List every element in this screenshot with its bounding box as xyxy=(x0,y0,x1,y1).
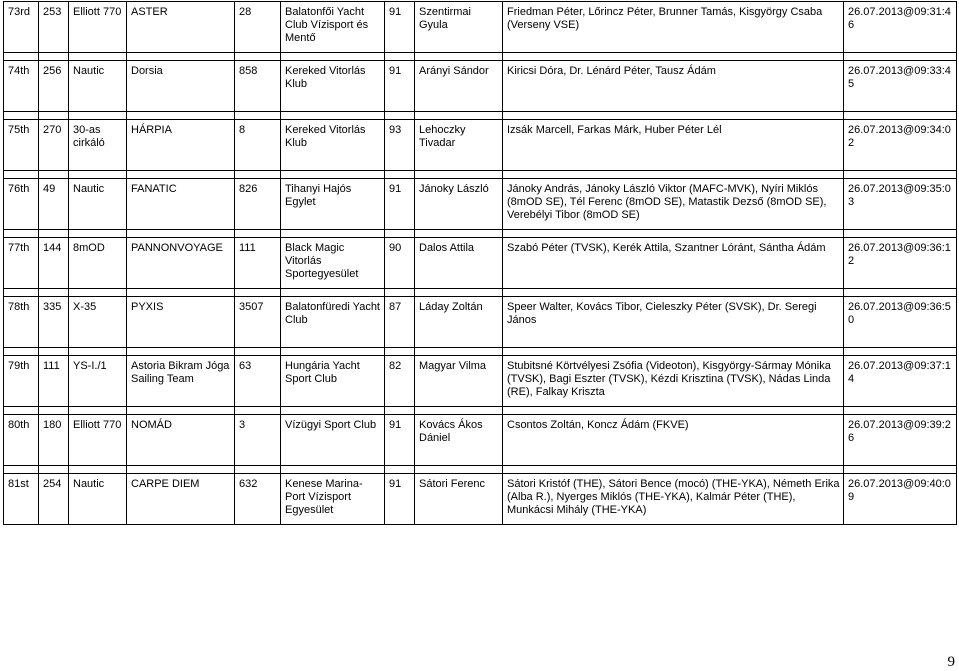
place-cell: 76th xyxy=(4,179,39,230)
skipper-cell: Dalos Attila xyxy=(415,238,503,289)
spacer-cell xyxy=(503,53,844,61)
sail-number-cell: 270 xyxy=(39,120,69,171)
spacer-cell xyxy=(844,171,957,179)
spacer-cell xyxy=(503,171,844,179)
spacer-cell xyxy=(69,53,127,61)
spacer-cell xyxy=(39,348,69,356)
spacer-cell xyxy=(281,230,385,238)
club-cell: Hungária Yacht Sport Club xyxy=(281,356,385,407)
skipper-cell: Jánoky László xyxy=(415,179,503,230)
spacer-cell xyxy=(39,230,69,238)
finish-time-cell: 26.07.2013@09:40:09 xyxy=(844,474,957,525)
finish-time-cell: 26.07.2013@09:36:12 xyxy=(844,238,957,289)
boat-class-cell: 30-as cirkáló xyxy=(69,120,127,171)
spacer-cell xyxy=(39,466,69,474)
spacer-cell xyxy=(503,348,844,356)
spacer-cell xyxy=(281,53,385,61)
spacer-cell xyxy=(415,112,503,120)
spacer-cell xyxy=(235,230,281,238)
spacer-cell xyxy=(503,407,844,415)
spacer-cell xyxy=(503,230,844,238)
spacer-cell xyxy=(281,348,385,356)
place-cell: 75th xyxy=(4,120,39,171)
spacer-row xyxy=(4,348,957,356)
boat-name-cell: HÁRPIA xyxy=(127,120,235,171)
spacer-cell xyxy=(39,171,69,179)
spacer-cell xyxy=(385,112,415,120)
club-cell: Vízügyi Sport Club xyxy=(281,415,385,466)
skipper-cell: Láday Zoltán xyxy=(415,297,503,348)
sail-number-cell: 253 xyxy=(39,2,69,53)
spacer-cell xyxy=(69,112,127,120)
spacer-cell xyxy=(415,171,503,179)
spacer-cell xyxy=(415,53,503,61)
spacer-cell xyxy=(235,53,281,61)
spacer-cell xyxy=(39,53,69,61)
sail-number-cell: 256 xyxy=(39,61,69,112)
table-row xyxy=(4,2,957,53)
table-row xyxy=(4,179,957,230)
spacer-cell xyxy=(127,230,235,238)
spacer-cell xyxy=(69,348,127,356)
skipper-year-cell: 91 xyxy=(385,474,415,525)
table-row xyxy=(4,356,957,407)
boat-class-cell: Nautic xyxy=(69,179,127,230)
sail-number-cell: 144 xyxy=(39,238,69,289)
spacer-row xyxy=(4,112,957,120)
skipper-year-cell: 91 xyxy=(385,415,415,466)
spacer-cell xyxy=(39,289,69,297)
boat-name-cell: NOMÁD xyxy=(127,415,235,466)
spacer-cell xyxy=(4,289,39,297)
spacer-cell xyxy=(415,289,503,297)
skipper-year-cell: 91 xyxy=(385,61,415,112)
skipper-cell: Szentirmai Gyula xyxy=(415,2,503,53)
boat-class-cell: YS-I./1 xyxy=(69,356,127,407)
spacer-cell xyxy=(844,407,957,415)
spacer-cell xyxy=(127,112,235,120)
skipper-year-cell: 82 xyxy=(385,356,415,407)
finish-time-cell: 26.07.2013@09:33:45 xyxy=(844,61,957,112)
finish-time-cell: 26.07.2013@09:35:03 xyxy=(844,179,957,230)
crew-cell: Friedman Péter, Lőrincz Péter, Brunner Tamás, Kisgyörgy Csaba (Verseny VSE) xyxy=(503,2,844,53)
spacer-cell xyxy=(281,171,385,179)
spacer-cell xyxy=(4,53,39,61)
yardstick-cell: 858 xyxy=(235,61,281,112)
crew-cell: Stubitsné Körtvélyesi Zsófia (Videoton), Kisgyörgy-Sármay Mónika (TVSK), Bagi Eszter (TVSK), Kézdi Krisztina (TVSK), Nádas Linda (RE), Falkay Kriszta xyxy=(503,356,844,407)
boat-class-cell: Nautic xyxy=(69,474,127,525)
sail-number-cell: 180 xyxy=(39,415,69,466)
sail-number-cell: 49 xyxy=(39,179,69,230)
page-number: 9 xyxy=(947,654,955,670)
table-row xyxy=(4,415,957,466)
table-row xyxy=(4,61,957,112)
spacer-cell xyxy=(127,53,235,61)
spacer-row xyxy=(4,289,957,297)
spacer-cell xyxy=(385,348,415,356)
spacer-cell xyxy=(127,348,235,356)
spacer-cell xyxy=(4,466,39,474)
spacer-cell xyxy=(4,171,39,179)
crew-cell: Speer Walter, Kovács Tibor, Cieleszky Péter (SVSK), Dr. Seregi János xyxy=(503,297,844,348)
spacer-cell xyxy=(281,112,385,120)
finish-time-cell: 26.07.2013@09:34:02 xyxy=(844,120,957,171)
club-cell: Balatonfői Yacht Club Vízisport és Mentő xyxy=(281,2,385,53)
place-cell: 79th xyxy=(4,356,39,407)
spacer-cell xyxy=(127,466,235,474)
spacer-cell xyxy=(4,230,39,238)
table-row xyxy=(4,238,957,289)
skipper-year-cell: 91 xyxy=(385,179,415,230)
spacer-cell xyxy=(503,466,844,474)
spacer-cell xyxy=(281,289,385,297)
sail-number-cell: 254 xyxy=(39,474,69,525)
boat-class-cell: 8mOD xyxy=(69,238,127,289)
yardstick-cell: 111 xyxy=(235,238,281,289)
boat-class-cell: Elliott 770 xyxy=(69,2,127,53)
spacer-cell xyxy=(503,112,844,120)
spacer-cell xyxy=(844,112,957,120)
spacer-cell xyxy=(4,407,39,415)
crew-cell: Csontos Zoltán, Koncz Ádám (FKVE) xyxy=(503,415,844,466)
spacer-cell xyxy=(844,230,957,238)
club-cell: Kereked Vitorlás Klub xyxy=(281,61,385,112)
crew-cell: Szabó Péter (TVSK), Kerék Attila, Szantner Lóránt, Sántha Ádám xyxy=(503,238,844,289)
crew-cell: Jánoky András, Jánoky László Viktor (MAFC-MVK), Nyíri Miklós (8mOD SE), Tél Ferenc (8mOD SE), Matastik Dezső (8mOD SE), Verebélyi Tibor (8mOD SE) xyxy=(503,179,844,230)
crew-cell: Kiricsi Dóra, Dr. Lénárd Péter, Tausz Ádám xyxy=(503,61,844,112)
spacer-cell xyxy=(69,289,127,297)
spacer-cell xyxy=(844,466,957,474)
yardstick-cell: 632 xyxy=(235,474,281,525)
boat-name-cell: Dorsia xyxy=(127,61,235,112)
spacer-row xyxy=(4,171,957,179)
spacer-cell xyxy=(844,348,957,356)
results-table xyxy=(3,1,957,525)
spacer-cell xyxy=(844,53,957,61)
spacer-cell xyxy=(385,53,415,61)
club-cell: Black Magic Vitorlás Sportegyesület xyxy=(281,238,385,289)
club-cell: Tihanyi Hajós Egylet xyxy=(281,179,385,230)
finish-time-cell: 26.07.2013@09:31:46 xyxy=(844,2,957,53)
boat-name-cell: Astoria Bikram Jóga Sailing Team xyxy=(127,356,235,407)
spacer-cell xyxy=(235,112,281,120)
spacer-cell xyxy=(4,348,39,356)
spacer-cell xyxy=(69,466,127,474)
skipper-cell: Kovács Ákos Dániel xyxy=(415,415,503,466)
yardstick-cell: 28 xyxy=(235,2,281,53)
skipper-year-cell: 93 xyxy=(385,120,415,171)
table-row xyxy=(4,120,957,171)
skipper-cell: Magyar Vilma xyxy=(415,356,503,407)
boat-name-cell: PANNONVOYAGE xyxy=(127,238,235,289)
place-cell: 77th xyxy=(4,238,39,289)
place-cell: 80th xyxy=(4,415,39,466)
boat-class-cell: Elliott 770 xyxy=(69,415,127,466)
spacer-cell xyxy=(127,289,235,297)
finish-time-cell: 26.07.2013@09:36:50 xyxy=(844,297,957,348)
spacer-cell xyxy=(69,171,127,179)
club-cell: Balatonfüredi Yacht Club xyxy=(281,297,385,348)
skipper-year-cell: 91 xyxy=(385,2,415,53)
finish-time-cell: 26.07.2013@09:37:14 xyxy=(844,356,957,407)
table-row xyxy=(4,474,957,525)
spacer-cell xyxy=(235,466,281,474)
spacer-cell xyxy=(281,407,385,415)
place-cell: 78th xyxy=(4,297,39,348)
spacer-cell xyxy=(235,171,281,179)
skipper-year-cell: 90 xyxy=(385,238,415,289)
spacer-cell xyxy=(385,171,415,179)
spacer-cell xyxy=(415,407,503,415)
yardstick-cell: 3507 xyxy=(235,297,281,348)
sail-number-cell: 111 xyxy=(39,356,69,407)
spacer-cell xyxy=(385,407,415,415)
place-cell: 81st xyxy=(4,474,39,525)
place-cell: 73rd xyxy=(4,2,39,53)
skipper-cell: Lehoczky Tivadar xyxy=(415,120,503,171)
boat-name-cell: ASTER xyxy=(127,2,235,53)
spacer-row xyxy=(4,230,957,238)
crew-cell: Izsák Marcell, Farkas Márk, Huber Péter Lél xyxy=(503,120,844,171)
spacer-cell xyxy=(127,407,235,415)
spacer-cell xyxy=(4,112,39,120)
spacer-cell xyxy=(844,289,957,297)
boat-name-cell: FANATIC xyxy=(127,179,235,230)
spacer-cell xyxy=(415,230,503,238)
spacer-cell xyxy=(235,407,281,415)
spacer-cell xyxy=(415,466,503,474)
yardstick-cell: 63 xyxy=(235,356,281,407)
finish-time-cell: 26.07.2013@09:39:26 xyxy=(844,415,957,466)
table-row xyxy=(4,297,957,348)
boat-class-cell: X-35 xyxy=(69,297,127,348)
club-cell: Kereked Vitorlás Klub xyxy=(281,120,385,171)
yardstick-cell: 8 xyxy=(235,120,281,171)
spacer-row xyxy=(4,466,957,474)
place-cell: 74th xyxy=(4,61,39,112)
crew-cell: Sátori Kristóf (THE), Sátori Bence (mocó) (THE-YKA), Németh Erika (Alba R.), Nyerges Miklós (THE-YKA), Kalmár Péter (THE), Munkácsi Mihály (THE-YKA) xyxy=(503,474,844,525)
spacer-cell xyxy=(69,407,127,415)
yardstick-cell: 3 xyxy=(235,415,281,466)
spacer-cell xyxy=(503,289,844,297)
boat-name-cell: CARPE DIEM xyxy=(127,474,235,525)
spacer-row xyxy=(4,407,957,415)
spacer-cell xyxy=(39,112,69,120)
club-cell: Kenese Marina-Port Vízisport Egyesület xyxy=(281,474,385,525)
sail-number-cell: 335 xyxy=(39,297,69,348)
boat-class-cell: Nautic xyxy=(69,61,127,112)
spacer-cell xyxy=(127,171,235,179)
spacer-cell xyxy=(235,289,281,297)
spacer-cell xyxy=(39,407,69,415)
spacer-cell xyxy=(385,230,415,238)
yardstick-cell: 826 xyxy=(235,179,281,230)
spacer-cell xyxy=(385,289,415,297)
skipper-cell: Sátori Ferenc xyxy=(415,474,503,525)
spacer-cell xyxy=(69,230,127,238)
skipper-cell: Arányi Sándor xyxy=(415,61,503,112)
boat-name-cell: PYXIS xyxy=(127,297,235,348)
spacer-row xyxy=(4,53,957,61)
spacer-cell xyxy=(281,466,385,474)
skipper-year-cell: 87 xyxy=(385,297,415,348)
spacer-cell xyxy=(385,466,415,474)
spacer-cell xyxy=(415,348,503,356)
spacer-cell xyxy=(235,348,281,356)
